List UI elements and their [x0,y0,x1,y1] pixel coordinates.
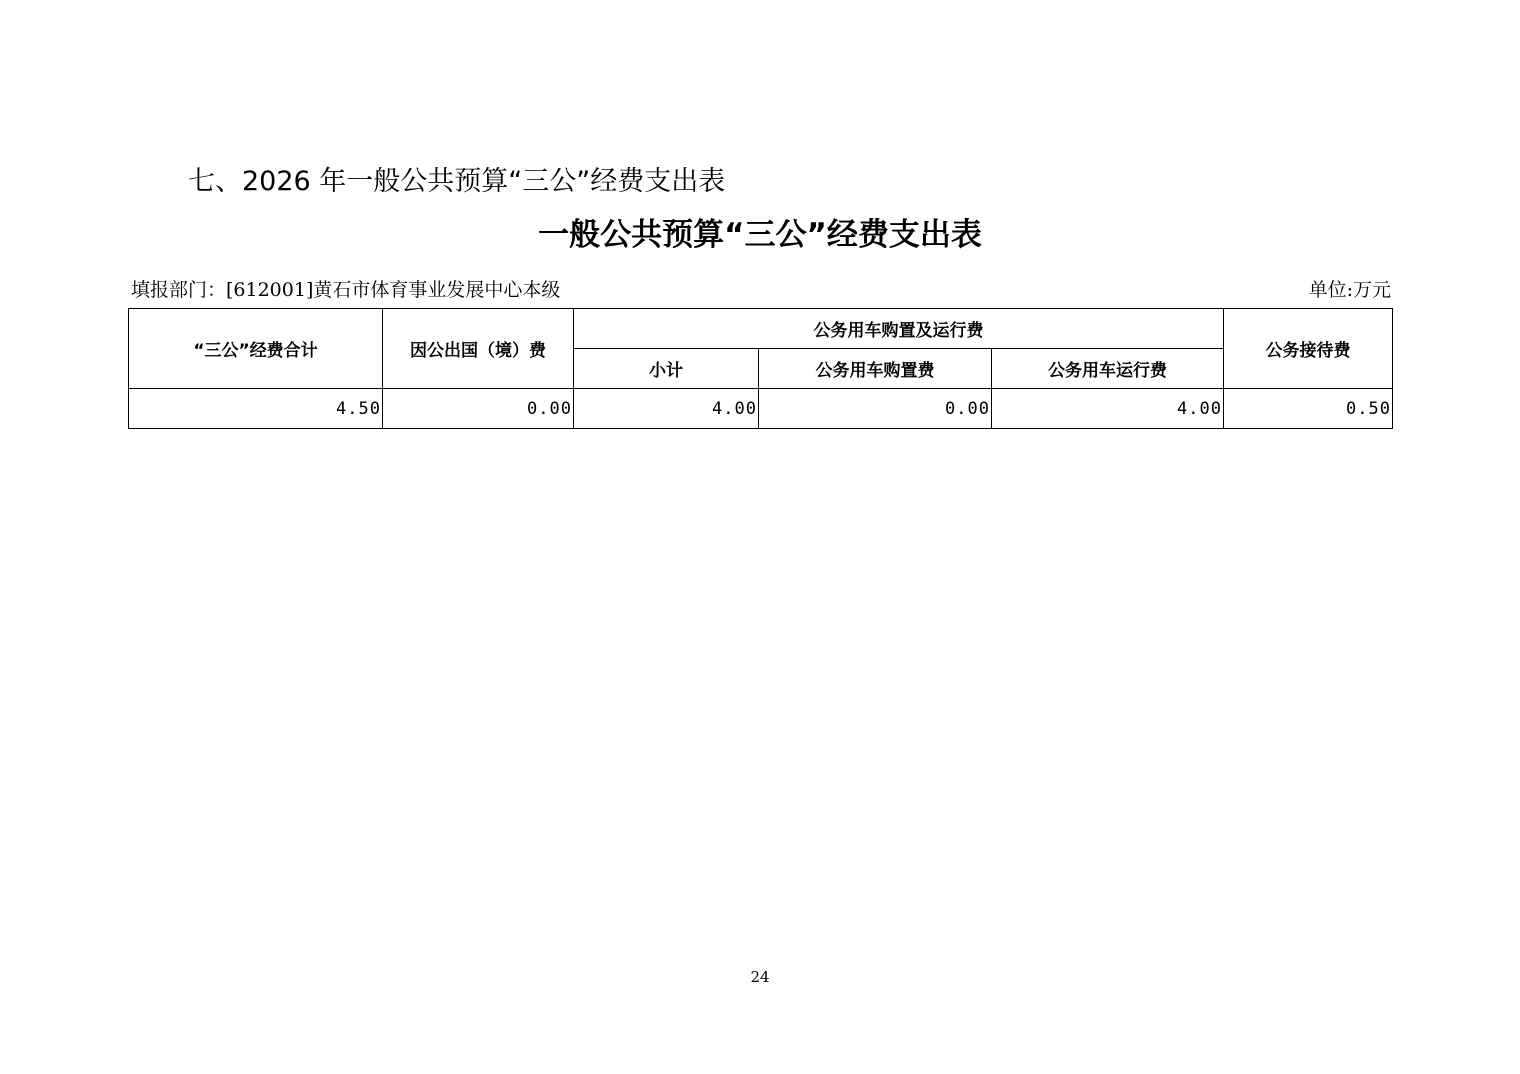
cell-abroad: 0.00 [383,389,574,429]
table-title: 一般公共预算“三公”经费支出表 [538,217,982,253]
header-vehicle-subtotal: 小计 [574,349,759,389]
cell-vehicle-purchase: 0.00 [759,389,992,429]
header-vehicle-group: 公务用车购置及运行费 [574,309,1224,349]
unit-label: 单位:万元 [1308,279,1391,301]
cell-total: 4.50 [129,389,383,429]
header-total: “三公”经费合计 [129,309,383,389]
reporting-department: 填报部门：[612001]黄石市体育事业发展中心本级 [131,279,561,301]
header-reception: 公务接待费 [1224,309,1393,389]
header-vehicle-operation: 公务用车运行费 [992,349,1224,389]
header-row-1 [129,309,1393,349]
table-row [129,389,1393,429]
cell-vehicle-subtotal: 4.00 [574,389,759,429]
table-meta-row [131,277,1391,303]
section-heading: 七、2026 年一般公共预算“三公”经费支出表 [188,166,726,197]
page-number: 24 [750,968,770,986]
cell-reception: 0.50 [1224,389,1393,429]
three-public-expense-table [128,308,1393,429]
header-vehicle-purchase: 公务用车购置费 [759,349,992,389]
header-abroad: 因公出国（境）费 [383,309,574,389]
cell-vehicle-operation: 4.00 [992,389,1224,429]
